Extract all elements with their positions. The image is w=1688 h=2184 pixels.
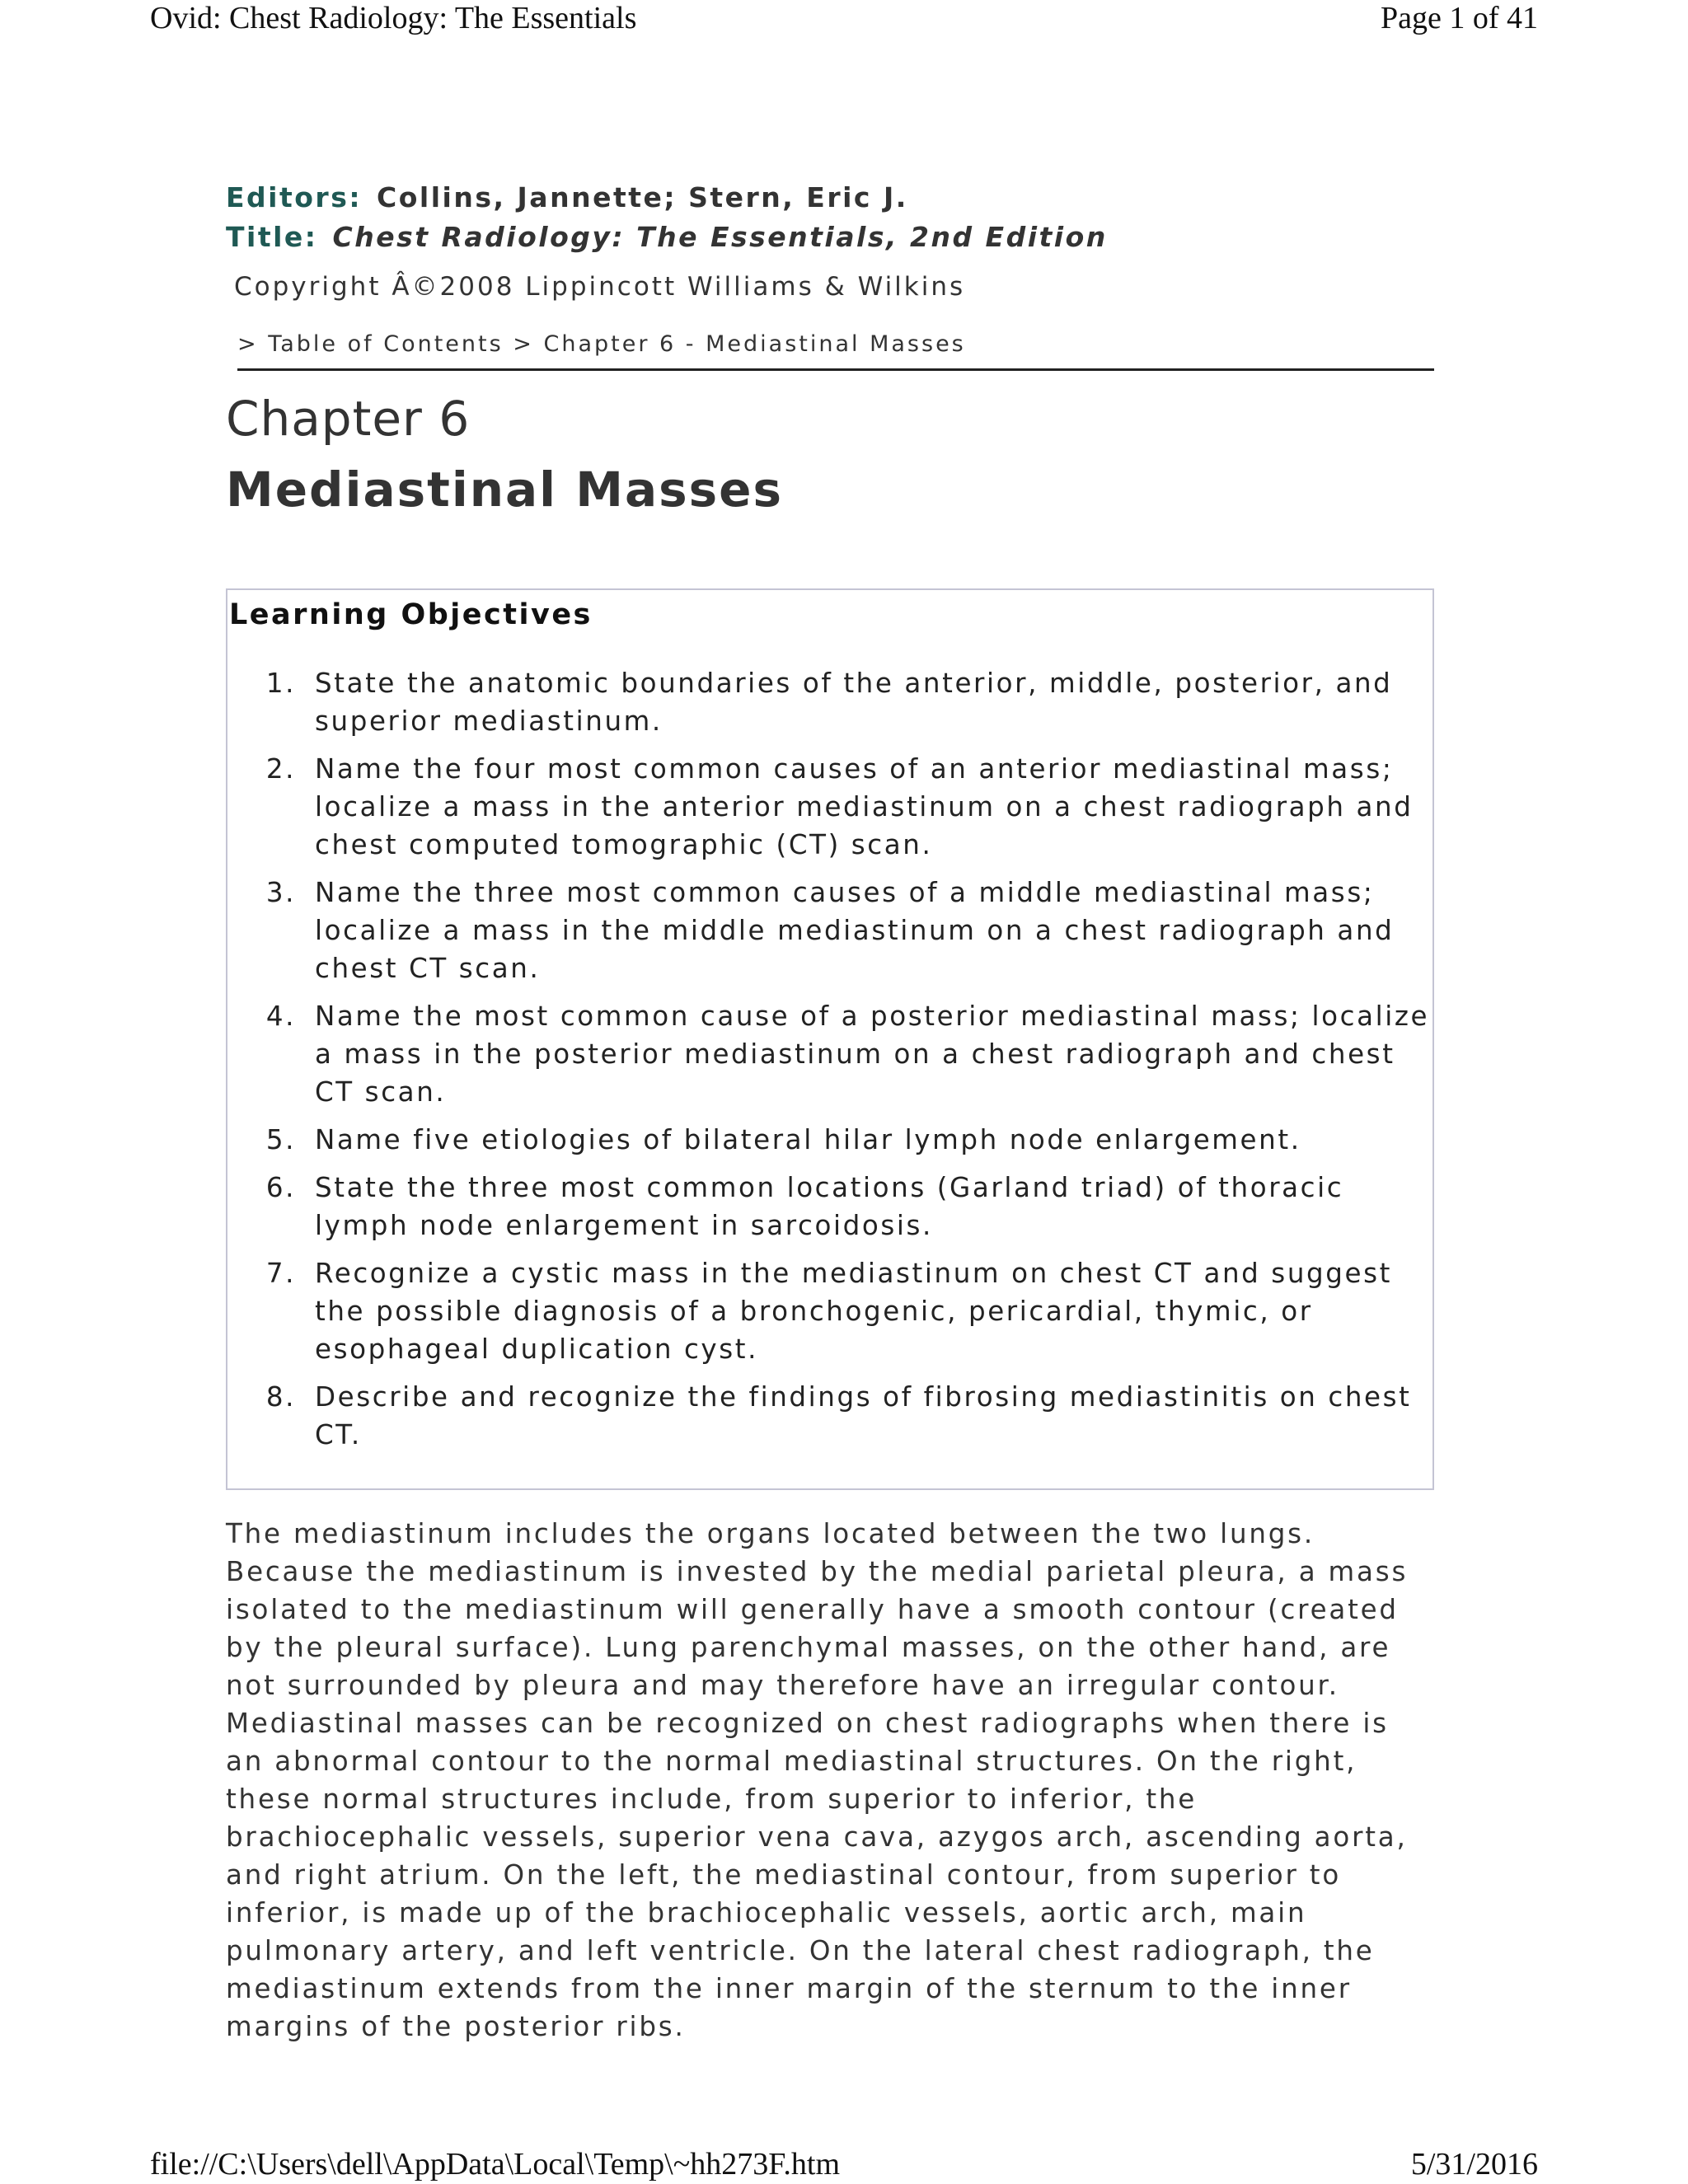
breadcrumb [237, 331, 1434, 371]
body-paragraph: The mediastinum includes the organs located between the two lungs. Because the mediastinum is invested by the medial parietal pleura, a mass isolated to the mediastinum will generally have a smooth contour (created by the pleural surface). Lung parenchymal masses, on the other hand, are not surrounded by pleura and may therefore have an irregular contour. Mediastinal masses can be recognized on chest radiographs when there is an abnormal contour to the normal mediastinal structures. On the right, these normal structures include, from superior to inferior, the brachiocephalic vessels, superior vena cava, azygos arch, ascending aorta, and right atrium. On the left, the mediastinal contour, from superior to inferior, is made up of the brachiocephalic vessels, aortic arch, main pulmonary artery, and left ventricle. On the lateral chest radiograph, the mediastinum extends from the inner margin of the sternum to the inner margins of the posterior ribs. [226, 1518, 1409, 2042]
editors-line [226, 178, 1434, 218]
chapter-title: Mediastinal Masses [226, 462, 783, 518]
print-footer [150, 2146, 1538, 2182]
objective-item: 1. State the anatomic boundaries of the anterior, middle, posterior, and superior mediastinum. [307, 664, 1432, 740]
objective-item: 8. Describe and recognize the findings of fibrosing mediastinitis on chest CT. [307, 1378, 1432, 1454]
objective-item: 6. State the three most common locations (Garland triad) of thoracic lymph node enlargement in sarcoidosis. [307, 1169, 1432, 1244]
objective-item: 4. Name the most common cause of a posterior mediastinal mass; localize a mass in the posterior mediastinum on a chest radiograph and chest CT scan. [307, 997, 1432, 1111]
title-label: Title: [226, 221, 318, 253]
breadcrumb-separator: > [237, 331, 269, 357]
document-content [226, 178, 1434, 2073]
title-line [226, 218, 1434, 257]
objective-item: 2. Name the four most common causes of an anterior mediastinal mass; localize a mass in the anterior mediastinum on a chest radiograph and chest computed tomographic (CT) scan. [307, 750, 1432, 864]
breadcrumb-toc-link[interactable]: Table of Contents [268, 331, 504, 357]
objectives-heading: Learning Objectives [229, 598, 593, 631]
objective-item: 3. Name the three most common causes of a middle mediastinal mass; localize a mass in the middle mediastinum on a chest radiograph and chest CT scan. [307, 874, 1432, 987]
objective-item: 5. Name five etiologies of bilateral hilar lymph node enlargement. [307, 1121, 1432, 1159]
editors-value: Collins, Jannette; Stern, Eric J. [377, 181, 908, 213]
editors-label: Editors: [226, 181, 363, 213]
file-path: file://C:\Users\dell\AppData\Local\Temp\~hh273F.htm [150, 2147, 841, 2182]
print-header [150, 0, 1538, 36]
print-header-title: Ovid: Chest Radiology: The Essentials [150, 1, 637, 35]
learning-objectives-box [226, 588, 1434, 1490]
copyright-notice: Copyright Â©2008 Lippincott Williams & Wilkins [234, 272, 966, 302]
print-date: 5/31/2016 [1410, 2147, 1538, 2182]
book-title: Chest Radiology: The Essentials, 2nd Edition [332, 221, 1108, 253]
page-counter: Page 1 of 41 [1380, 1, 1538, 35]
breadcrumb-separator: > [503, 331, 544, 357]
objective-item: 7. Recognize a cystic mass in the mediastinum on chest CT and suggest the possible diagnosis of a bronchogenic, pericardial, thymic, or esophageal duplication cyst. [307, 1254, 1432, 1368]
breadcrumb-chapter-link[interactable]: Chapter 6 - Mediastinal Masses [543, 331, 966, 357]
chapter-number: Chapter 6 [226, 391, 471, 447]
objectives-list [229, 664, 1432, 1454]
